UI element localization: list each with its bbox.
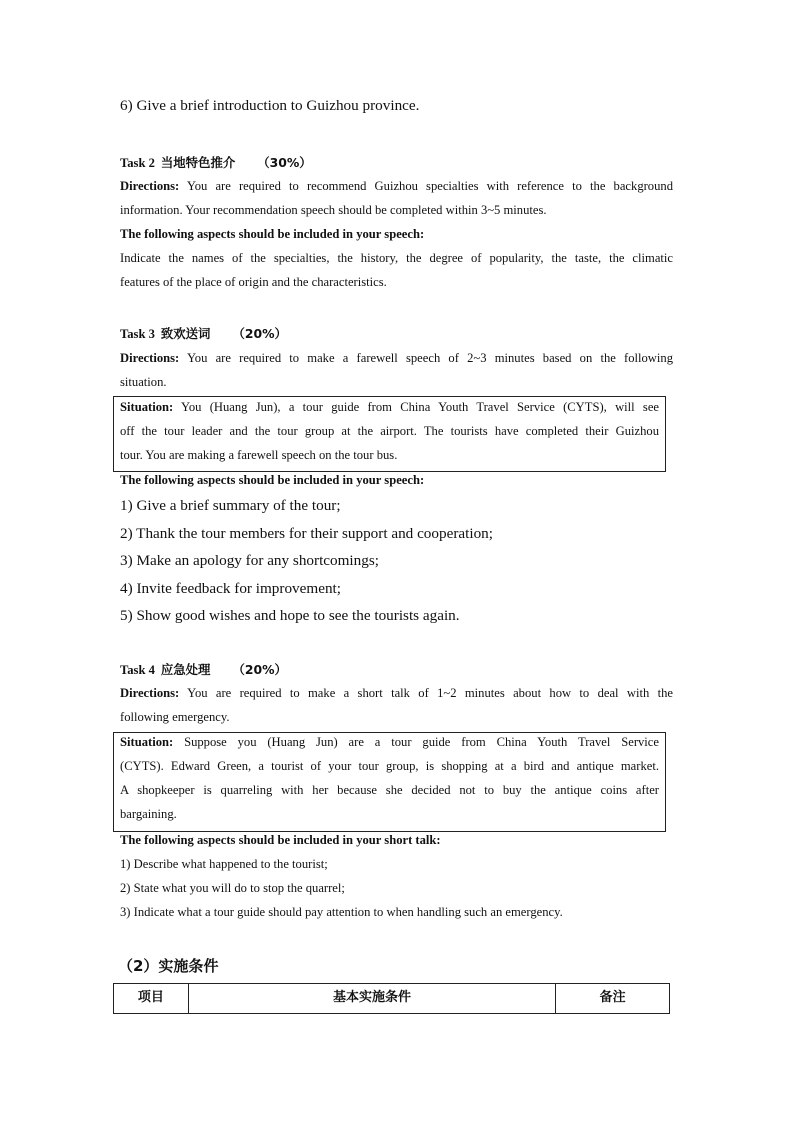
table-header-remarks: 备注 [556, 984, 670, 1014]
task3-list-item: 1) Give a brief summary of the tour; [120, 497, 341, 514]
task3-directions-line2: situation. [120, 375, 167, 389]
task2-directions-label: Directions: [120, 179, 180, 193]
table-header-conditions: 基本实施条件 [188, 984, 556, 1014]
task3-aspects-heading: The following aspects should be included in your speech: [120, 473, 425, 487]
task2-title [120, 153, 312, 171]
task4-list-item: 1) Describe what happened to the tourist; [120, 857, 328, 871]
task2-directions-text1: You are required to recommend Guizhou specialties with reference to the background [186, 179, 673, 193]
task3-situation-label: Situation: [120, 400, 174, 414]
conditions-table [113, 983, 670, 1014]
task3-list-item: 2) Thank the tour members for their support and cooperation; [120, 525, 493, 542]
task3-label: Task 3 [120, 327, 155, 341]
task2-aspects-line2: features of the place of origin and the characteristics. [120, 275, 387, 289]
task2-aspects-line1: Indicate the names of the specialties, the history, the degree of popularity, the taste, the climatic [120, 251, 673, 265]
task4-situation-line4: bargaining. [120, 807, 177, 821]
task2-directions-line1 [120, 179, 673, 194]
task2-aspects-heading: The following aspects should be included in your speech: [120, 227, 425, 241]
task3-list-item: 5) Show good wishes and hope to see the tourists again. [120, 607, 460, 624]
task3-directions-label: Directions: [120, 351, 180, 365]
task4-list-item: 3) Indicate what a tour guide should pay attention to when handling such an emergency. [120, 905, 563, 919]
task4-situation-line1 [120, 735, 659, 750]
task4-directions-line2: following emergency. [120, 710, 230, 724]
section-2-title: （2）实施条件 [118, 957, 219, 975]
task3-list-item: 3) Make an apology for any shortcomings; [120, 552, 379, 569]
task3-title [120, 324, 287, 342]
table-header-item: 项目 [114, 984, 189, 1014]
task3-directions-line1 [120, 351, 673, 366]
task3-situation-text1: You (Huang Jun), a tour guide from China Youth Travel Service (CYTS), will see [181, 400, 659, 414]
task4-situation-line2: (CYTS). Edward Green, a tourist of your tour group, is shopping at a bird and antique market. [120, 759, 659, 773]
task3-situation-line3: tour. You are making a farewell speech on the tour bus. [120, 448, 398, 462]
task4-directions-label: Directions: [120, 686, 180, 700]
task4-situation-line3: A shopkeeper is quarreling with her because she decided not to buy the antique coins after [120, 783, 659, 797]
task4-list-item: 2) State what you will do to stop the quarrel; [120, 881, 345, 895]
task4-situation-label: Situation: [120, 735, 174, 749]
task4-title [120, 660, 287, 678]
intro-item: 6) Give a brief introduction to Guizhou province. [120, 97, 420, 114]
task4-situation-text1: Suppose you (Huang Jun) are a tour guide from China Youth Travel Service [184, 735, 659, 749]
task4-label: Task 4 [120, 663, 155, 677]
task4-directions-line1 [120, 686, 673, 701]
task3-situation-line1 [120, 400, 659, 415]
task3-list-item: 4) Invite feedback for improvement; [120, 580, 341, 597]
task4-cn-title: 应急处理 [160, 662, 211, 677]
table-header-row [114, 984, 670, 1014]
task3-situation-line2: off the tour leader and the tour group at the airport. The tourists have completed their Guizhou [120, 424, 659, 438]
task3-cn-title: 致欢送词 [160, 326, 211, 341]
task2-cn-title: 当地特色推介 [160, 155, 236, 170]
task2-percent: （30%） [257, 155, 312, 170]
task2-label: Task 2 [120, 156, 155, 170]
task4-aspects-heading: The following aspects should be included in your short talk: [120, 833, 441, 847]
task3-percent: （20%） [232, 326, 287, 341]
task2-directions-line2: information. Your recommendation speech should be completed within 3~5 minutes. [120, 203, 547, 217]
task3-directions-text1: You are required to make a farewell speech of 2~3 minutes based on the following [186, 351, 673, 365]
task4-directions-text1: You are required to make a short talk of 1~2 minutes about how to deal with the [187, 686, 673, 700]
task4-percent: （20%） [232, 662, 287, 677]
